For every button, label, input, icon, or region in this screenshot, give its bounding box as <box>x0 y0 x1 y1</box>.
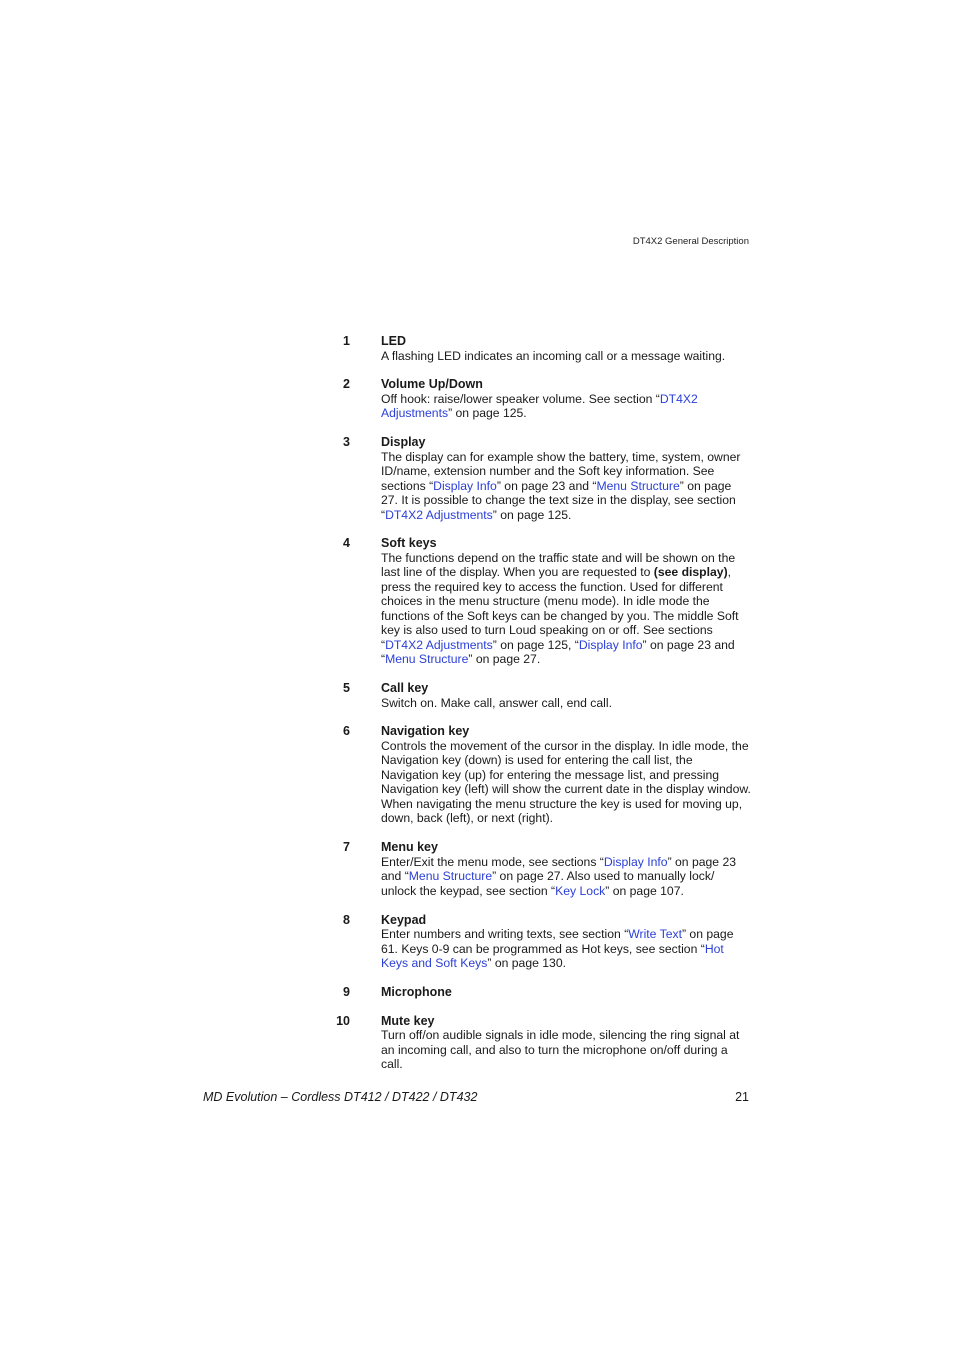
list-item-navigation-key <box>335 724 755 826</box>
item-number: 7 <box>343 840 350 855</box>
emphasis-text: (see display) <box>653 565 728 580</box>
item-title: LED <box>381 334 406 348</box>
cross-reference-link[interactable]: DT4X2 Adjustments <box>385 637 493 652</box>
list-item-volume <box>335 377 755 421</box>
description-text: The functions depend on the traffic state and will be shown on the last line of the display. When you are requested to <box>381 550 736 580</box>
item-description <box>381 696 751 711</box>
cross-reference-link[interactable]: DT4X2 Adjustments <box>381 391 698 421</box>
item-number: 3 <box>343 435 350 450</box>
description-text: A flashing LED indicates an incoming call or a message waiting. <box>381 348 726 363</box>
list-item-led <box>335 334 755 363</box>
item-title: Mute key <box>381 1013 435 1028</box>
item-number: 6 <box>343 724 350 739</box>
item-number: 8 <box>343 912 350 927</box>
item-number: 9 <box>343 984 350 999</box>
item-title: Keypad <box>381 912 427 927</box>
item-number: 10 <box>336 1013 350 1028</box>
running-header: DT4X2 General Description <box>632 236 749 247</box>
item-description <box>381 1028 751 1072</box>
description-text: Controls the movement of the cursor in the display. In idle mode, the Navigation key (down) is used for entering the call list, the Navigation key (up) for entering the message list, and pressing Navigation key (left) will show the current date in the display window. When navigating the menu structure the key is used for moving up, down, back (left), or next (right). <box>381 738 751 826</box>
cross-reference-link[interactable]: Display Info <box>578 637 643 652</box>
item-title: Volume Up/Down <box>381 377 483 392</box>
list-item-menu-key <box>335 840 755 898</box>
description-text: ” on page 27. <box>468 652 541 667</box>
item-description <box>381 392 751 421</box>
description-text: Turn off/on audible signals in idle mode, silencing the ring signal at an incoming call, and also to turn the microphone on/off during a call. <box>381 1028 740 1072</box>
description-text: ” on page 61. Keys 0-9 can be programmed as Hot keys, see section “ <box>381 927 734 956</box>
item-title: Navigation key <box>381 724 470 739</box>
list-item-call-key <box>335 681 755 710</box>
description-text: ” on page 23 and “ <box>381 637 735 667</box>
description-text: ” on page 23 and “ <box>381 854 737 884</box>
description-text: ” on page 125. <box>448 406 527 421</box>
list-item-display <box>335 435 755 522</box>
cross-reference-link[interactable]: Write Text <box>628 927 682 942</box>
description-text: ” on page 125. <box>492 507 572 522</box>
description-text: Enter numbers and writing texts, see section “ <box>381 927 629 942</box>
item-number: 2 <box>343 377 350 392</box>
item-title: Soft keys <box>381 536 437 551</box>
list-item-keypad <box>335 913 755 971</box>
description-text: Switch on. Make call, answer call, end call. <box>381 695 612 710</box>
description-text: ” on page 27. It is possible to change the text size in the display, see section “ <box>381 478 736 522</box>
description-text: ” on page 107. <box>605 883 684 898</box>
description-text: ” on page 27. Also used to manually lock/ unlock the keypad, see section “ <box>381 869 715 898</box>
cross-reference-link[interactable]: Display Info <box>433 478 497 493</box>
cross-reference-link[interactable]: Hot Keys and Soft Keys <box>381 941 724 971</box>
item-description <box>381 739 751 826</box>
description-text: , press the required key to access the function. Used for different choices in the menu structure (menu mode). In idle mode the functions of the Soft keys can be changed by you. The middle Soft key is also used to turn Loud speaking on or off. See sections “ <box>381 565 739 652</box>
item-number: 4 <box>343 536 350 551</box>
description-text: Enter/Exit the menu mode, see sections “ <box>381 854 604 869</box>
item-description <box>381 551 751 667</box>
cross-reference-link[interactable]: Menu Structure <box>596 478 680 493</box>
item-description <box>381 927 751 971</box>
cross-reference-link[interactable]: Menu Structure <box>385 652 469 667</box>
description-text: ” on page 23 and “ <box>496 478 597 493</box>
component-list <box>335 334 755 1086</box>
item-title: Menu key <box>381 840 438 855</box>
cross-reference-link[interactable]: Key Lock <box>555 883 606 898</box>
description-text: ” on page 125, “ <box>492 637 579 652</box>
item-number: 5 <box>343 681 350 696</box>
cross-reference-link[interactable]: DT4X2 Adjustments <box>385 507 493 522</box>
list-item-soft-keys <box>335 536 755 667</box>
cross-reference-link[interactable]: Display Info <box>603 854 668 869</box>
item-title: Display <box>381 435 426 450</box>
footer-doc-title: MD Evolution – Cordless DT412 / DT422 / DT432 <box>203 1090 478 1104</box>
item-description <box>381 855 751 899</box>
item-title: Call key <box>381 681 429 696</box>
item-description <box>381 450 751 523</box>
cross-reference-link[interactable]: Menu Structure <box>408 869 493 884</box>
item-number: 1 <box>343 334 350 348</box>
description-text: Off hook: raise/lower speaker volume. See section “ <box>381 391 660 406</box>
description-text: The display can for example show the battery, time, system, owner ID/name, extension number and the Soft key information. See sections “ <box>381 449 741 493</box>
item-title: Microphone <box>381 984 452 999</box>
list-item-mute-key <box>335 1014 755 1072</box>
description-text: ” on page 130. <box>487 956 566 971</box>
list-item-microphone <box>335 985 755 1000</box>
item-description <box>381 349 751 364</box>
footer-page-number: 21 <box>735 1090 749 1104</box>
